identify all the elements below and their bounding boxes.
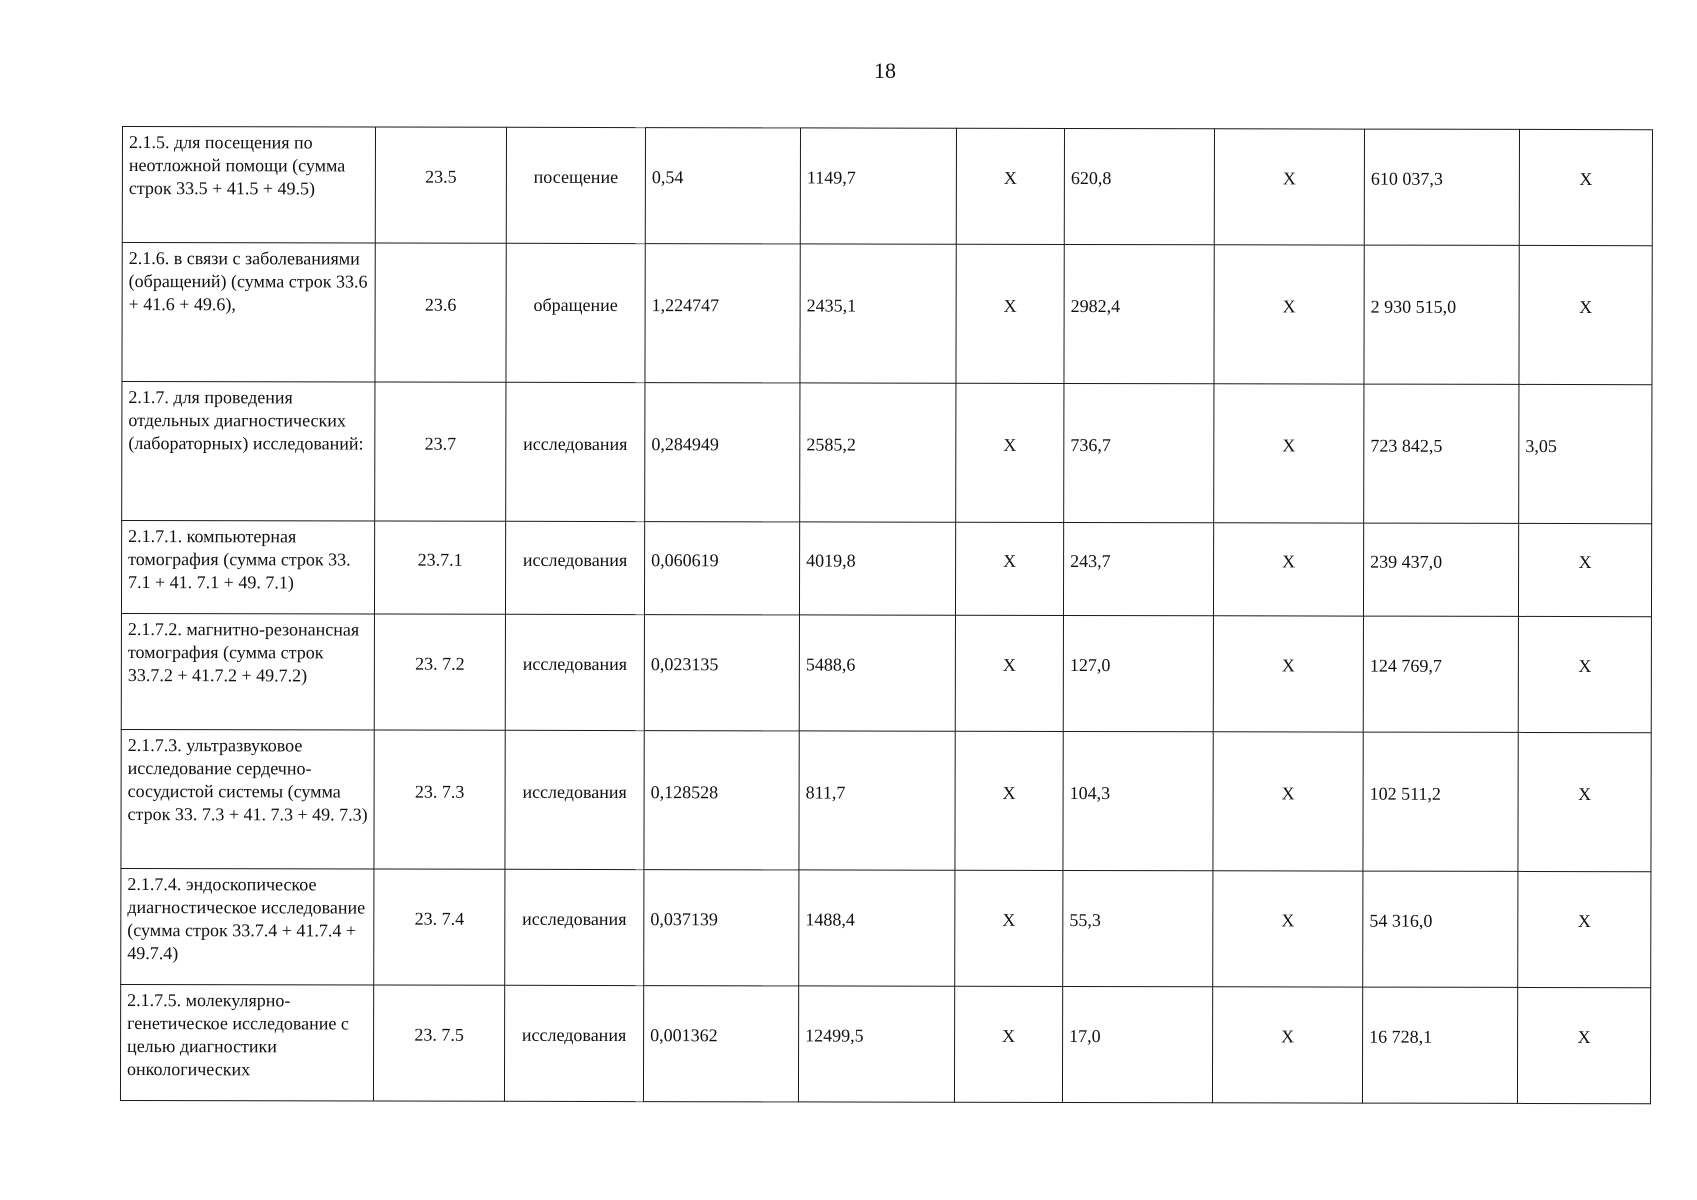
table-row — [121, 868, 1651, 987]
table-row — [120, 984, 1650, 1103]
row-col7: 17,0 — [1062, 986, 1212, 1102]
row-col10: X — [1518, 523, 1651, 616]
row-cost: 12499,5 — [798, 986, 954, 1102]
row-name: 2.1.7.5. молекулярно-генетическое исследование с целью диагностики онкологических — [120, 984, 373, 1101]
table-row — [121, 521, 1651, 617]
row-col6: X — [955, 615, 1063, 731]
row-col10: X — [1519, 245, 1652, 384]
row-unit: исследования — [504, 985, 643, 1101]
row-col7: 620,8 — [1064, 128, 1214, 244]
row-col8: X — [1214, 129, 1364, 245]
row-code: 23.7.1 — [374, 521, 505, 614]
row-col7: 104,3 — [1063, 731, 1213, 870]
row-col6: X — [955, 522, 1063, 615]
row-col6: X — [956, 128, 1064, 244]
row-unit: исследования — [505, 869, 644, 985]
row-col9: 16 728,1 — [1362, 987, 1517, 1103]
data-table — [120, 126, 1653, 1104]
row-cost: 2585,2 — [800, 383, 956, 522]
row-code: 23.6 — [375, 243, 506, 382]
row-norm: 0,284949 — [645, 383, 800, 522]
table-row — [122, 127, 1652, 246]
row-col8: X — [1213, 871, 1363, 987]
row-col10: X — [1518, 871, 1651, 987]
row-cost: 1488,4 — [799, 870, 955, 986]
row-code: 23. 7.5 — [373, 985, 504, 1101]
row-unit: исследования — [506, 382, 645, 521]
row-col7: 127,0 — [1063, 615, 1213, 731]
row-name: 2.1.7.2. магнитно-резонансная томография (сумма строк 33.7.2 + 41.7.2 + 49.7.2) — [121, 614, 374, 731]
row-cost: 4019,8 — [799, 522, 955, 615]
row-col9: 2 930 515,0 — [1364, 245, 1519, 384]
page-number: 18 — [874, 58, 896, 83]
row-col10: X — [1518, 616, 1651, 732]
row-col9: 124 769,7 — [1363, 616, 1518, 732]
row-cost: 5488,6 — [799, 615, 955, 731]
row-unit: посещение — [506, 127, 645, 243]
row-cost: 2435,1 — [800, 244, 956, 383]
row-col8: X — [1213, 616, 1363, 732]
row-col6: X — [956, 383, 1064, 522]
row-code: 23.7 — [375, 382, 506, 521]
row-col8: X — [1212, 987, 1362, 1103]
table-row — [121, 614, 1651, 733]
row-col8: X — [1214, 384, 1364, 523]
row-norm: 0,037139 — [644, 870, 799, 986]
row-col7: 55,3 — [1063, 870, 1213, 986]
row-code: 23. 7.3 — [374, 730, 505, 869]
row-norm: 0,001362 — [643, 986, 798, 1102]
row-code: 23.5 — [375, 127, 506, 243]
row-name: 2.1.7.4. эндоскопическое диагностическое исследование (сумма строк 33.7.4 + 41.7.4 + 49.7.4) — [121, 868, 374, 985]
row-col9: 239 437,0 — [1363, 523, 1518, 616]
row-unit: исследования — [505, 614, 644, 730]
row-col6: X — [956, 244, 1064, 383]
row-cost: 1149,7 — [800, 128, 956, 244]
row-norm: 1,224747 — [645, 244, 800, 383]
row-col9: 610 037,3 — [1364, 129, 1519, 245]
row-col9: 102 511,2 — [1363, 732, 1518, 871]
row-norm: 0,128528 — [644, 731, 799, 870]
row-col10: 3,05 — [1519, 384, 1652, 523]
row-col10: X — [1519, 129, 1652, 245]
row-col8: X — [1213, 732, 1363, 871]
row-col7: 243,7 — [1063, 522, 1213, 615]
table-row — [122, 382, 1652, 524]
row-name: 2.1.7.1. компьютерная томография (сумма строк 33. 7.1 + 41. 7.1 + 49. 7.1) — [121, 521, 374, 615]
row-name: 2.1.7. для проведения отдельных диагностических (лабораторных) исследований: — [122, 382, 375, 522]
row-col7: 736,7 — [1064, 383, 1214, 522]
row-norm: 0,54 — [645, 128, 800, 244]
row-col6: X — [955, 870, 1063, 986]
row-name: 2.1.5. для посещения по неотложной помощи (сумма строк 33.5 + 41.5 + 49.5) — [122, 127, 375, 244]
row-norm: 0,023135 — [644, 615, 799, 731]
table-row — [121, 729, 1651, 871]
row-unit: исследования — [505, 521, 644, 614]
row-col10: X — [1518, 732, 1651, 871]
row-norm: 0,060619 — [644, 522, 799, 615]
row-col9: 723 842,5 — [1364, 384, 1519, 523]
row-col8: X — [1213, 523, 1363, 616]
row-code: 23. 7.2 — [374, 614, 505, 730]
row-col8: X — [1214, 245, 1364, 384]
row-name: 2.1.6. в связи с заболеваниями (обращений) (сумма строк 33.6 + 41.6 + 49.6), — [122, 243, 375, 383]
row-col6: X — [955, 731, 1063, 870]
row-name: 2.1.7.3. ультразвуковое исследование сердечно-сосудистой системы (сумма строк 33. 7.3 + 41. 7.3 + 49. 7.3) — [121, 729, 374, 869]
row-unit: обращение — [506, 243, 645, 382]
row-cost: 811,7 — [799, 731, 955, 870]
row-unit: исследования — [505, 730, 644, 869]
row-col7: 2982,4 — [1064, 244, 1214, 383]
row-code: 23. 7.4 — [374, 869, 505, 985]
row-col9: 54 316,0 — [1363, 871, 1518, 987]
row-col10: X — [1517, 987, 1650, 1103]
row-col6: X — [954, 986, 1062, 1102]
table-row — [122, 243, 1652, 385]
